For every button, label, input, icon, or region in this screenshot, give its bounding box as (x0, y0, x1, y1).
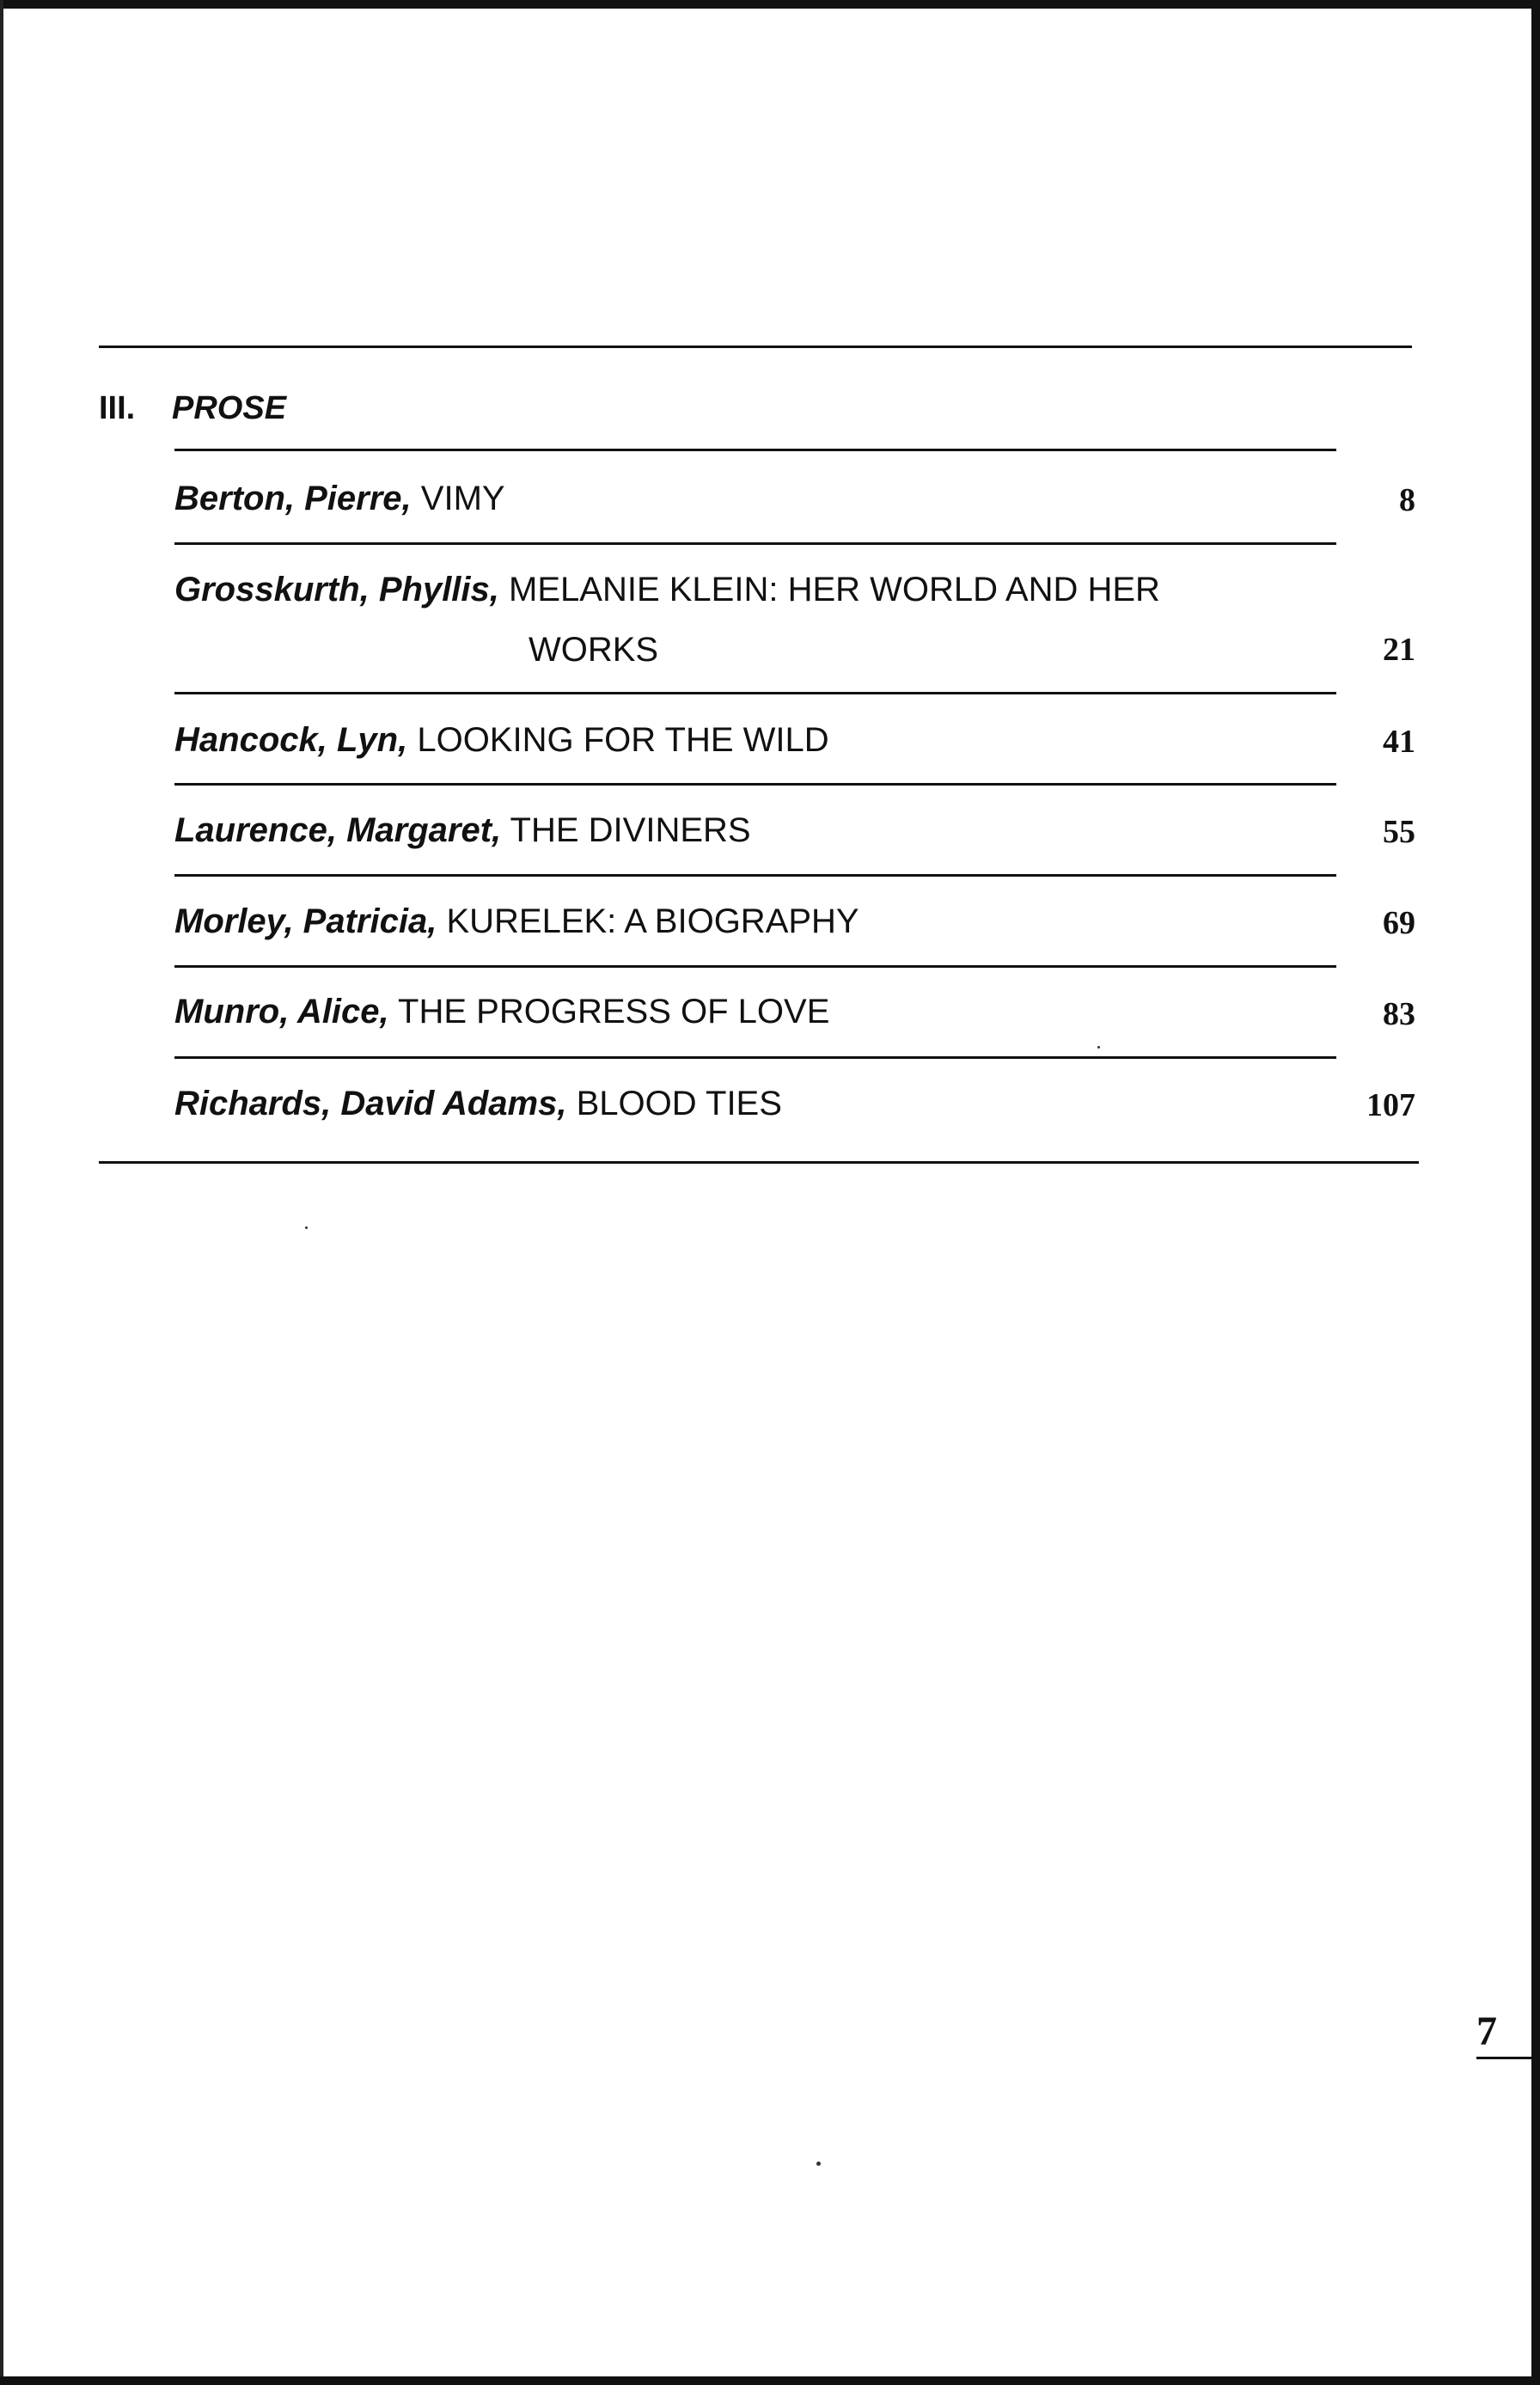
entry-title: THE DIVINERS (510, 811, 751, 849)
entry-page-number: 8 (1399, 482, 1415, 518)
scan-border-top (0, 0, 1540, 9)
entry-title: VIMY (420, 480, 505, 517)
toc-entry-morley (174, 902, 859, 941)
scan-border-left (0, 0, 3, 2385)
entry-author: Laurence, Margaret, (174, 811, 502, 849)
toc-entry-richards (174, 1085, 782, 1123)
entry-divider (174, 692, 1336, 694)
entry-divider (174, 449, 1336, 451)
entry-page-number: 107 (1366, 1087, 1415, 1123)
section-title: PROSE (172, 390, 287, 426)
entry-title: MELANIE KLEIN: HER WORLD AND HER (509, 571, 1160, 608)
entry-page-number: 69 (1383, 905, 1415, 941)
scan-speck (1097, 1046, 1100, 1049)
entry-author: Morley, Patricia, (174, 902, 437, 940)
entry-page-number: 55 (1383, 814, 1415, 850)
scan-border-bottom (0, 2376, 1540, 2385)
entry-divider (174, 542, 1336, 545)
entry-title: BLOOD TIES (576, 1085, 782, 1122)
entry-title: LOOKING FOR THE WILD (417, 721, 829, 759)
entry-author: Hancock, Lyn, (174, 721, 408, 759)
entry-page-number: 83 (1383, 996, 1415, 1032)
entry-title: KURELEK: A BIOGRAPHY (446, 902, 859, 940)
toc-entry-munro (174, 993, 829, 1031)
toc-entry-grosskurth (174, 571, 1160, 609)
entry-page-number: 41 (1383, 724, 1415, 760)
entry-page-number: 21 (1383, 632, 1415, 668)
entry-author: Munro, Alice, (174, 993, 389, 1030)
scan-speck (305, 1226, 308, 1229)
section-heading (99, 390, 286, 427)
entry-divider (174, 874, 1336, 877)
page-number-rule (1476, 2057, 1540, 2059)
top-rule (99, 346, 1412, 348)
scan-speck (816, 2162, 821, 2166)
entry-author: Grosskurth, Phyllis, (174, 571, 499, 608)
toc-entry-hancock (174, 721, 829, 760)
entry-author: Richards, David Adams, (174, 1085, 567, 1122)
entry-divider (174, 1056, 1336, 1059)
section-numeral: III. (99, 390, 136, 426)
entry-author: Berton, Pierre, (174, 480, 412, 517)
entry-divider (174, 965, 1336, 968)
toc-entry-laurence (174, 811, 751, 850)
entry-title: THE PROGRESS OF LOVE (398, 993, 830, 1030)
scan-border-right (1531, 0, 1540, 2385)
entry-title-continued: WORKS (529, 631, 659, 669)
entry-divider (174, 783, 1336, 786)
page-number: 7 (1476, 2009, 1497, 2054)
toc-entry-berton (174, 480, 505, 518)
bottom-rule (99, 1161, 1419, 1164)
